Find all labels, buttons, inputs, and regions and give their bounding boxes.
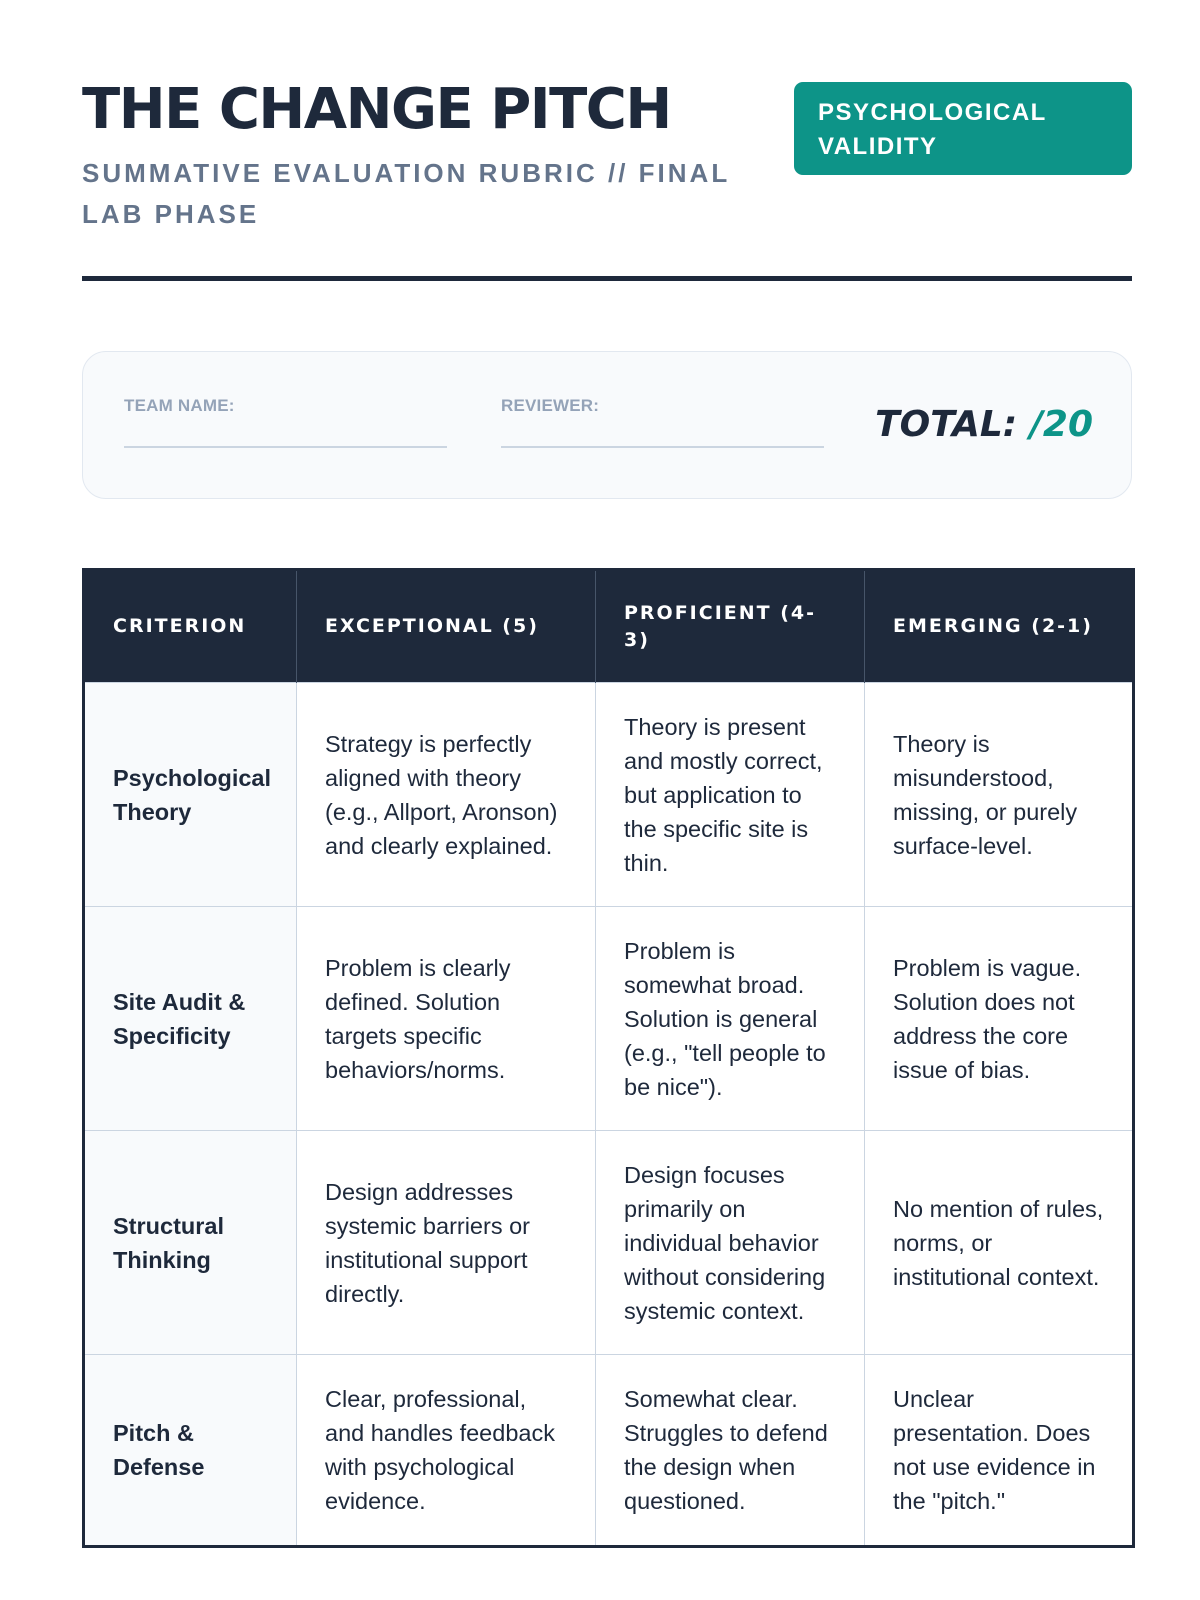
column-header-proficient: PROFICIENT (4-3) xyxy=(596,570,865,683)
emerging-cell: Problem is vague. Solution does not address the core issue of bias. xyxy=(865,907,1134,1131)
proficient-cell: Design focuses primarily on individual behavior without considering systemic context. xyxy=(596,1131,865,1355)
total-score xyxy=(875,404,1093,445)
column-header-exceptional: EXCEPTIONAL (5) xyxy=(297,570,596,683)
proficient-cell: Problem is somewhat broad. Solution is general (e.g., "tell people to be nice"). xyxy=(596,907,865,1131)
team-name-field[interactable] xyxy=(124,396,447,448)
exceptional-cell: Clear, professional, and handles feedback with psychological evidence. xyxy=(297,1355,596,1547)
proficient-cell: Somewhat clear. Struggles to defend the design when questioned. xyxy=(596,1355,865,1547)
table-header-row xyxy=(84,570,1134,683)
emerging-cell: Unclear presentation. Does not use evidence in the "pitch." xyxy=(865,1355,1134,1547)
emerging-cell: No mention of rules, norms, or institutional context. xyxy=(865,1131,1134,1355)
total-value: /20 xyxy=(1029,404,1093,445)
team-name-label: TEAM NAME: xyxy=(124,396,235,415)
criterion-cell: Site Audit & Specificity xyxy=(84,907,297,1131)
exceptional-cell: Strategy is perfectly aligned with theory (e.g., Allport, Aronson) and clearly explained. xyxy=(297,683,596,907)
column-header-emerging: EMERGING (2-1) xyxy=(865,570,1134,683)
page-subtitle: SUMMATIVE EVALUATION RUBRIC // FINAL LAB PHASE xyxy=(82,158,730,229)
rubric-page xyxy=(82,0,1132,1514)
reviewer-line[interactable] xyxy=(501,446,824,448)
header xyxy=(82,0,1132,285)
header-divider xyxy=(82,276,1132,281)
table-row xyxy=(84,683,1134,907)
reviewer-field[interactable] xyxy=(501,396,824,448)
exceptional-cell: Problem is clearly defined. Solution targets specific behaviors/norms. xyxy=(297,907,596,1131)
table-row xyxy=(84,907,1134,1131)
page-title: THE CHANGE PITCH xyxy=(82,77,671,142)
reviewer-label: REVIEWER: xyxy=(501,396,600,415)
table-row xyxy=(84,1355,1134,1547)
criterion-cell: Structural Thinking xyxy=(84,1131,297,1355)
category-badge: PSYCHOLOGICAL VALIDITY xyxy=(794,82,1132,175)
table-row xyxy=(84,1131,1134,1355)
team-name-line[interactable] xyxy=(124,446,447,448)
criterion-cell: Psychological Theory xyxy=(84,683,297,907)
emerging-cell: Theory is misunderstood, missing, or purely surface-level. xyxy=(865,683,1134,907)
exceptional-cell: Design addresses systemic barriers or institutional support directly. xyxy=(297,1131,596,1355)
proficient-cell: Theory is present and mostly correct, but application to the specific site is thin. xyxy=(596,683,865,907)
total-label: TOTAL: xyxy=(875,404,1018,445)
rubric-table xyxy=(82,568,1135,1548)
column-header-criterion: CRITERION xyxy=(84,570,297,683)
info-panel xyxy=(82,351,1132,499)
criterion-cell: Pitch & Defense xyxy=(84,1355,297,1547)
